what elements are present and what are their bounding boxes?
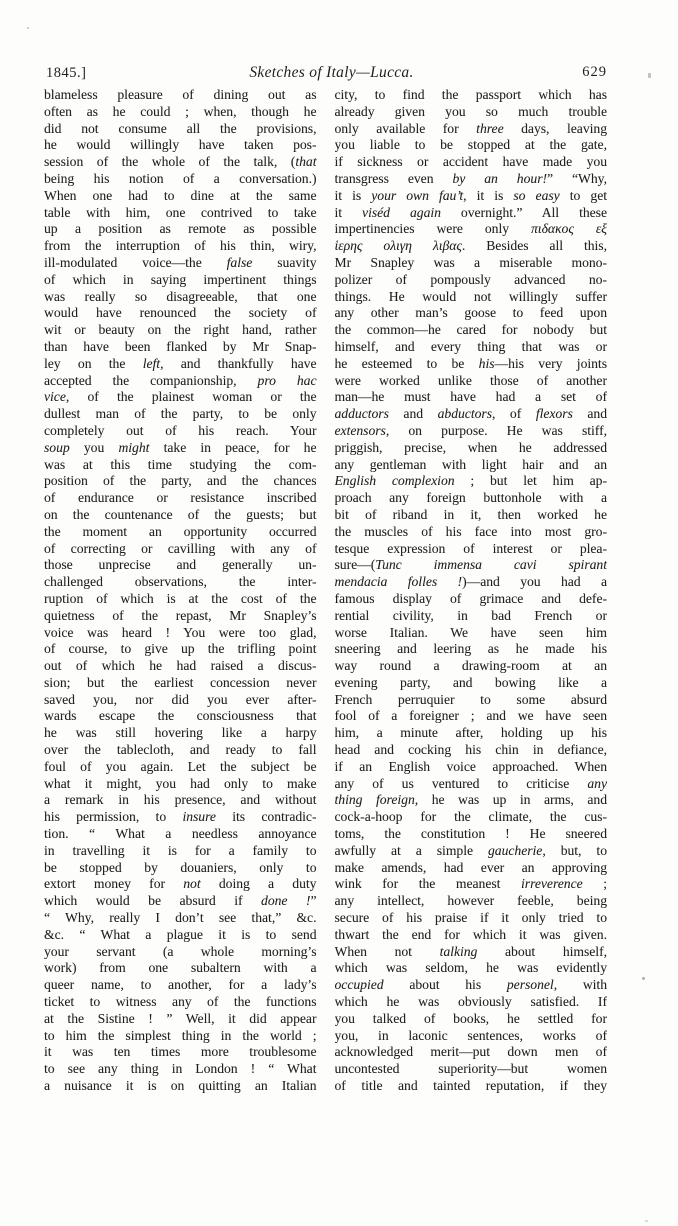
text-line: himself, and every thing that was or [334, 338, 607, 354]
text-line: of correcting or cavilling with any of [44, 540, 317, 556]
text-line: if sickness or accident have made you [334, 154, 607, 170]
text-line: When not talking about himself, [334, 943, 607, 959]
text-line: priggish, precise, when he addressed [334, 439, 607, 455]
scan-speck [645, 1220, 648, 1222]
text-line: cock-a-hoop for the climate, the cus- [334, 809, 607, 825]
text-line: saved you, nor did you ever after- [44, 691, 317, 707]
text-line: what it might, you had only to make [44, 775, 317, 791]
text-line: Mr Snapley was a miserable mono- [334, 254, 607, 270]
text-line: completely out of his reach. Your [44, 422, 317, 438]
text-line: ticket to witness any of the functions [44, 994, 317, 1010]
page-number: 629 [582, 64, 607, 80]
text-line: thwart the end for which it was given. [334, 926, 607, 942]
text-line: English complexion ; but let him ap- [334, 473, 607, 489]
text-line: which would be absurd if done !” [44, 893, 317, 909]
text-line: he esteemed to be his—his very joints [334, 355, 607, 371]
text-line: wit or beauty on the right hand, rather [44, 322, 317, 338]
text-line: toms, the constitution ! He sneered [334, 826, 607, 842]
text-line: being his notion of a conversation.) [44, 170, 317, 186]
text-line: the moment an opportunity occurred [44, 523, 317, 539]
text-line: way round a drawing-room at an [334, 658, 607, 674]
text-line: often as he could ; when, though he [44, 103, 317, 119]
text-line: bit of riband in it, then worked he [334, 506, 607, 522]
text-line: your servant (a whole morning’s [44, 943, 317, 959]
text-line: man—he must have had a set of [334, 389, 607, 405]
text-line: “ Why, really I don’t see that,” &c. [44, 910, 317, 926]
text-line: extensors, on purpose. He was stiff, [334, 422, 607, 438]
text-line: sure—(Tunc immensa cavi spirant [334, 557, 607, 573]
text-line: rential civility, in bad French or [334, 607, 607, 623]
text-line: sion; but the earliest concession never [44, 674, 317, 690]
text-line: uncontested superiority—but women [334, 1061, 607, 1077]
text-line: queer name, to another, for a lady’s [44, 977, 317, 993]
text-line: only available for three days, leaving [334, 120, 607, 136]
text-line: extort money for not doing a duty [44, 876, 317, 892]
page-header [44, 64, 607, 84]
scan-speck [27, 27, 29, 29]
text-line: to see any thing in London ! “ What [44, 1061, 317, 1077]
text-line: you liable to be stopped at the gate, [334, 137, 607, 153]
header-date: 1845.] [46, 65, 87, 81]
text-line: &c. “ What a plague it is to send [44, 926, 317, 942]
text-line: a remark in his presence, and without [44, 792, 317, 808]
text-line: table with him, one contrived to take [44, 204, 317, 220]
text-line: ley on the left, and thankfully have [44, 355, 317, 371]
text-line: any intellect, however feeble, being [334, 893, 607, 909]
text-line: be stopped by douaniers, only to [44, 859, 317, 875]
text-line: those unprecise and generally un- [44, 557, 317, 573]
text-line: of title and tainted reputation, if they [334, 1078, 607, 1094]
text-line: his permission, to insure its contradic- [44, 809, 317, 825]
text-line: ruption of which is at the cost of the [44, 590, 317, 606]
text-line: the common—he cared for nobody but [334, 322, 607, 338]
text-line: you talked of books, he settled for [334, 1010, 607, 1026]
text-line: evening party, and bowing like a [334, 674, 607, 690]
text-line: fool of a foreigner ; and we have seen [334, 708, 607, 724]
text-line: it is your own fau’t, it is so easy to get [334, 187, 607, 203]
text-line: impertinencies were only πιδακος εξ [334, 221, 607, 237]
text-line: mendacia folles !)—and you had a [334, 574, 607, 590]
text-line: ἱερης ολιγη λιβας. Besides all this, [334, 238, 607, 254]
text-line: foul of you again. Let the subject be [44, 758, 317, 774]
text-line: work) from one subaltern with a [44, 960, 317, 976]
text-line: was at this time studying the com- [44, 456, 317, 472]
text-line: of course, to give up the trifling point [44, 641, 317, 657]
text-line: of endurance or resistance inscribed [44, 490, 317, 506]
text-line: proach any foreign buttonhole with a [334, 490, 607, 506]
text-line: already given you so much trouble [334, 103, 607, 119]
text-line: city, to find the passport which has [334, 87, 607, 102]
text-line: quietness of the repast, Mr Snapley’s [44, 607, 317, 623]
text-line: polizer of pompously advanced no- [334, 271, 607, 287]
text-line: challenged observations, the inter- [44, 574, 317, 590]
text-line: position of the party, and the chances [44, 473, 317, 489]
text-line: he would willingly have taken pos- [44, 137, 317, 153]
text-line: any of us ventured to criticise any [334, 775, 607, 791]
text-line: the muscles of his face into most gro- [334, 523, 607, 539]
text-line: wards escape the consciousness that [44, 708, 317, 724]
text-line: of which in saying impertinent things [44, 271, 317, 287]
text-line: over the tablecloth, and ready to fall [44, 742, 317, 758]
text-line: things. He would not willingly suffer [334, 288, 607, 304]
scan-speck [648, 73, 651, 78]
text-line: which he was obviously satisfied. If [334, 994, 607, 1010]
text-line: When one had to dine at the same [44, 187, 317, 203]
text-line: on the countenance of the guests; but [44, 506, 317, 522]
scan-speck [642, 977, 645, 980]
text-line: transgress even by an hour!” “Why, [334, 170, 607, 186]
text-line: occupied about his personel, with [334, 977, 607, 993]
text-line: thing foreign, he was up in arms, and [334, 792, 607, 808]
text-line: him, a minute after, holding up his [334, 725, 607, 741]
text-line: worse Italian. We have seen him [334, 624, 607, 640]
text-line: secure of his praise if it only tried to [334, 910, 607, 926]
text-columns [44, 87, 607, 1095]
text-line: than have been flanked by Mr Snap- [44, 338, 317, 354]
text-line: French perruquier to some absurd [334, 691, 607, 707]
text-line: up a position as remote as possible [44, 221, 317, 237]
text-line: from the interruption of his thin, wiry, [44, 238, 317, 254]
text-line: awfully at a simple gaucherie, but, to [334, 842, 607, 858]
text-line: blameless pleasure of dining out as [44, 87, 317, 102]
text-line: at the Sistine ! ” Well, it did appear [44, 1010, 317, 1026]
text-line: tion. “ What a needless annoyance [44, 826, 317, 842]
text-line: accepted the companionship, pro hac [44, 372, 317, 388]
text-line: vice, of the plainest woman or the [44, 389, 317, 405]
text-line: ill-modulated voice—the false suavity [44, 254, 317, 270]
text-line: famous display of grimace and defe- [334, 590, 607, 606]
text-line: was really so disagreeable, that one [44, 288, 317, 304]
running-title: Sketches of Italy—Lucca. [249, 64, 414, 81]
text-line: it viséd again overnight.” All these [334, 204, 607, 220]
text-line: if an English voice approached. When [334, 758, 607, 774]
text-line: he was still hovering like a harpy [44, 725, 317, 741]
text-line: make amends, had ever an approving [334, 859, 607, 875]
text-line: which was seldom, he was evidently [334, 960, 607, 976]
text-line: session of the whole of the talk, (that [44, 154, 317, 170]
text-line: did not consume all the provisions, [44, 120, 317, 136]
text-line: in travelling it is for a family to [44, 842, 317, 858]
text-line: voice was heard ! You were too glad, [44, 624, 317, 640]
left-column [44, 87, 317, 1095]
text-line: would have renounced the society of [44, 305, 317, 321]
text-line: adductors and abductors, of flexors and [334, 406, 607, 422]
text-line: tesque expression of interest or plea- [334, 540, 607, 556]
text-line: wink for the meanest irreverence ; [334, 876, 607, 892]
text-line: out of which he had raised a discus- [44, 658, 317, 674]
text-line: were worked unlike those of another [334, 372, 607, 388]
right-column [335, 87, 608, 1095]
text-line: soup you might take in peace, for he [44, 439, 317, 455]
text-line: head and cocking his chin in defiance, [334, 742, 607, 758]
text-line: any other man’s goose to feed upon [334, 305, 607, 321]
text-line: dullest man of the party, to be only [44, 406, 317, 422]
text-line: any gentleman with light hair and an [334, 456, 607, 472]
text-line: it was ten times more troublesome [44, 1044, 317, 1060]
text-line: to him the simplest thing in the world ; [44, 1027, 317, 1043]
text-line: a nuisance it is on quitting an Italian [44, 1078, 317, 1094]
text-line: you, in laconic sentences, works of [334, 1027, 607, 1043]
text-line: acknowledged merit—put down men of [334, 1044, 607, 1060]
text-line: sneering and leering as he made his [334, 641, 607, 657]
